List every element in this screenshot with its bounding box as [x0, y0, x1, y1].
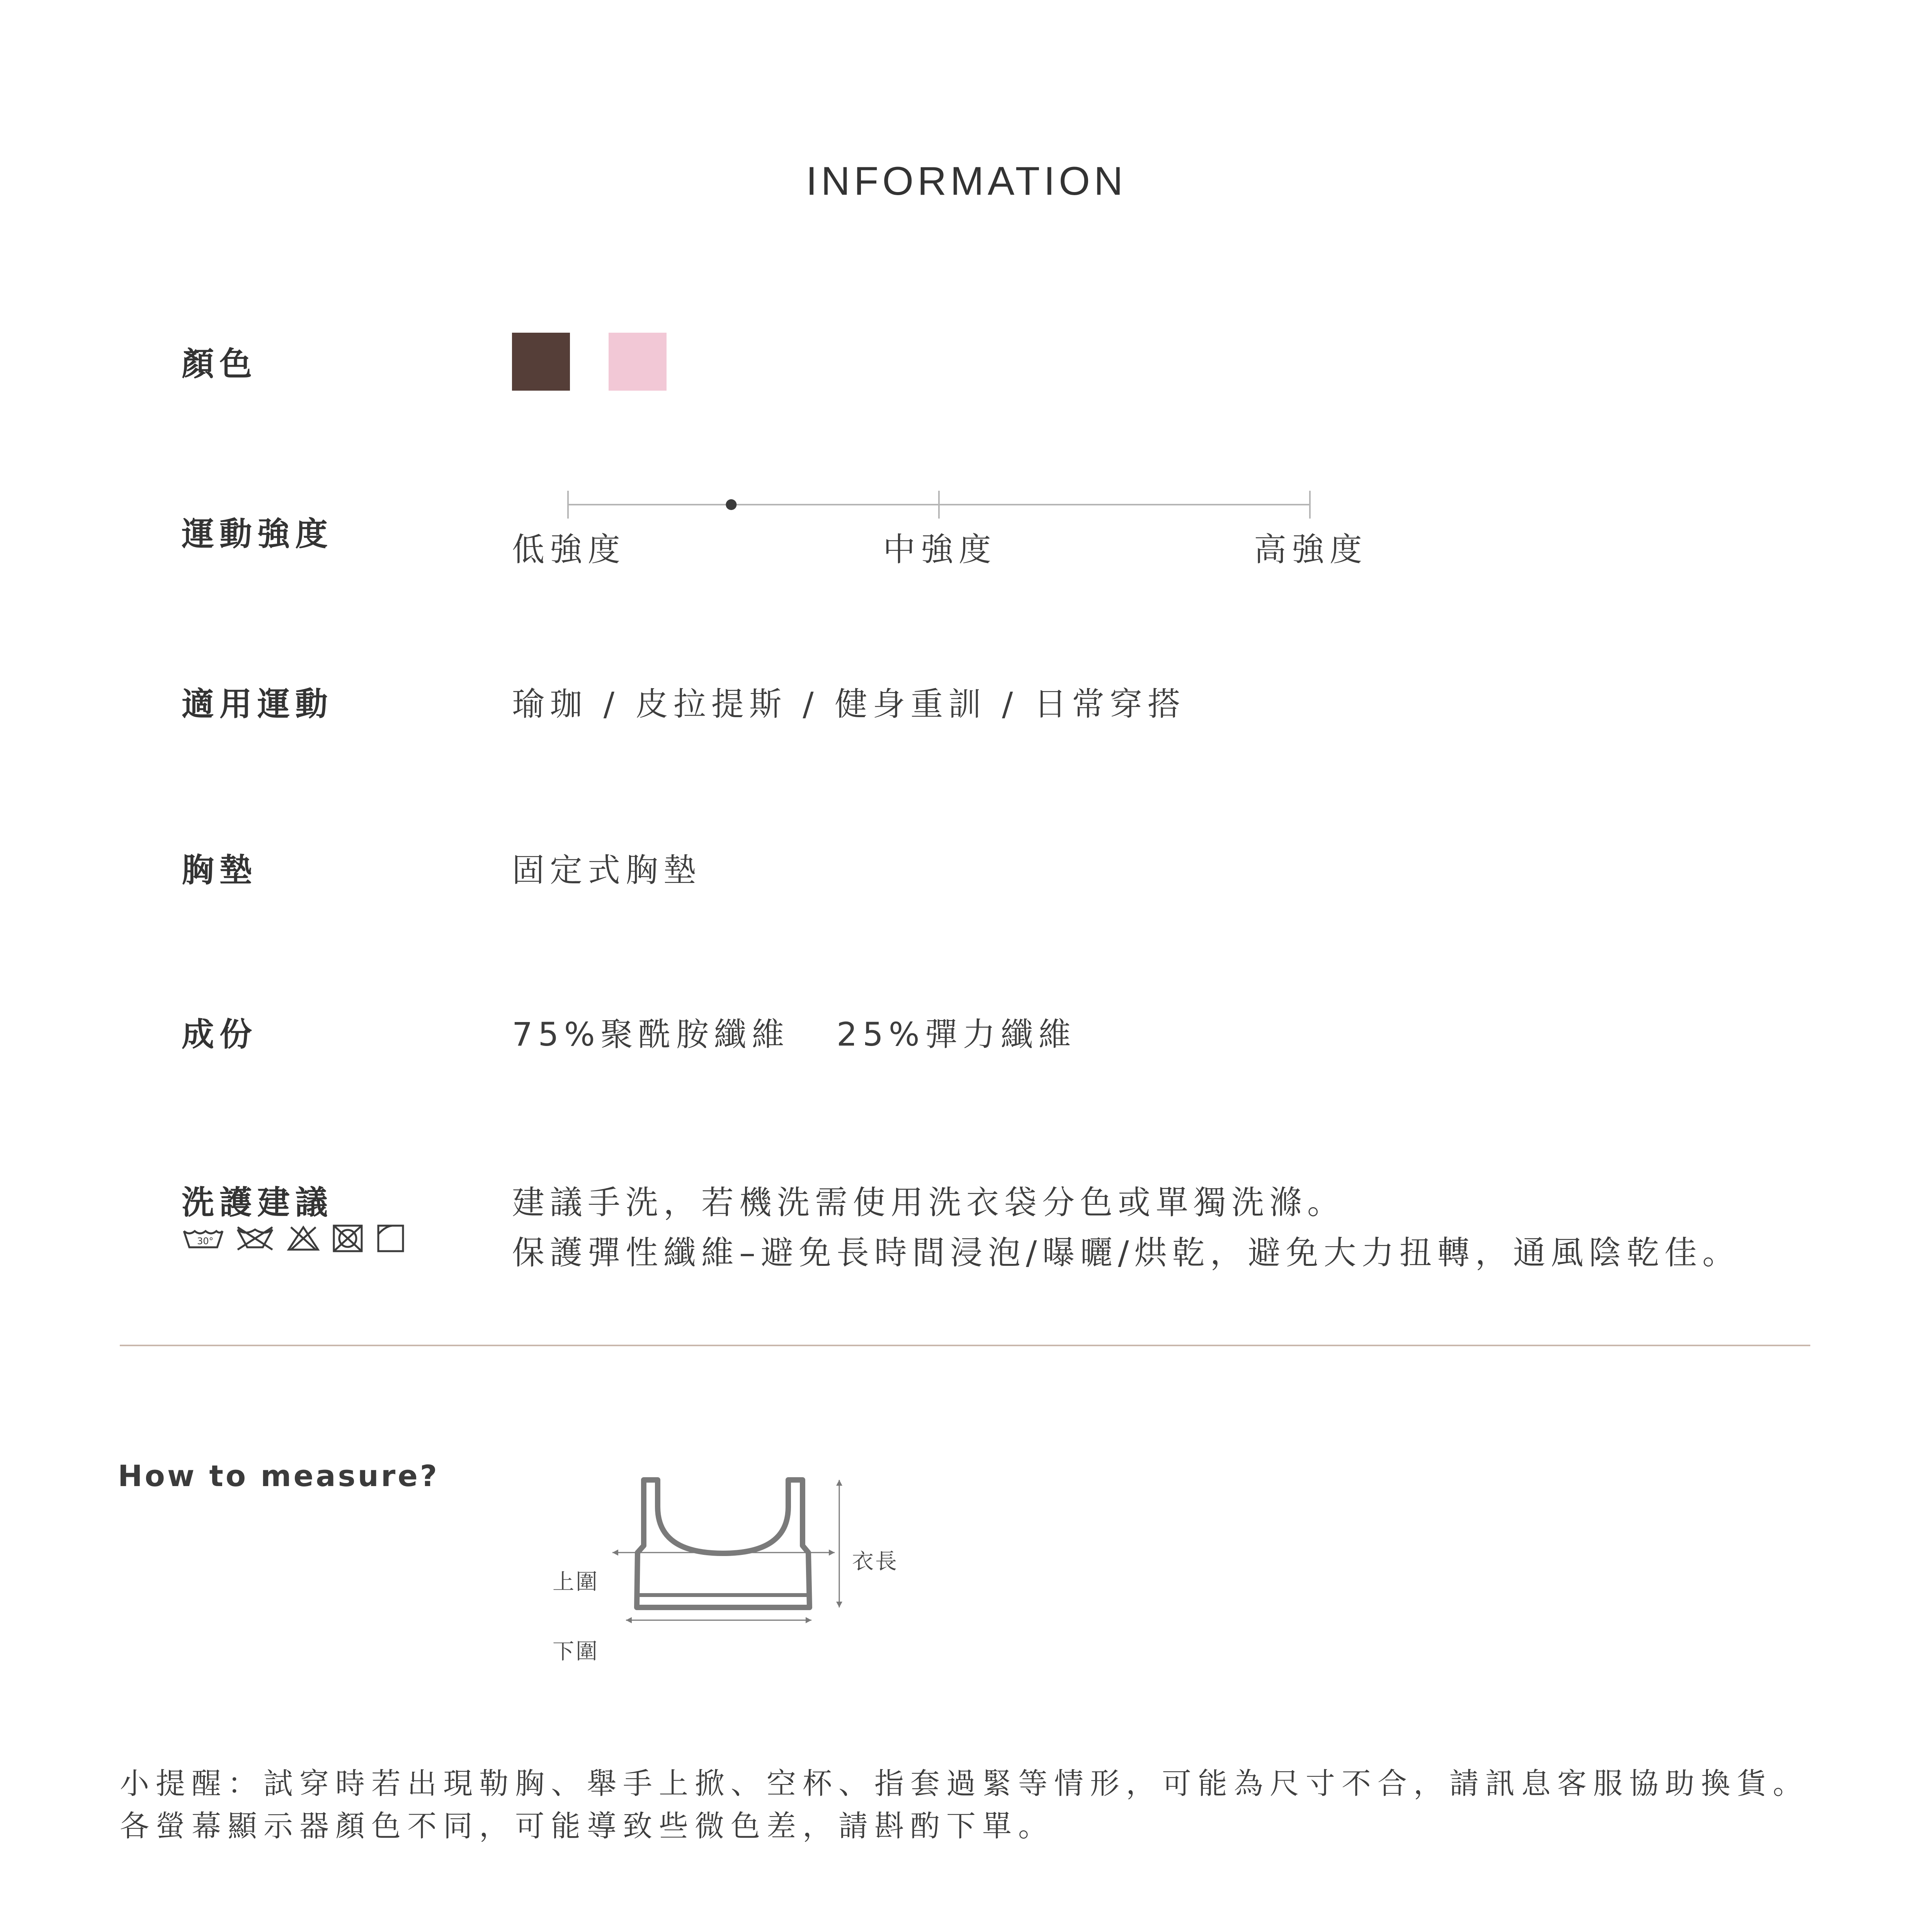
sports-value: 瑜珈 / 皮拉提斯 / 健身重訓 / 日常穿搭	[512, 685, 1186, 723]
no-dry-clean-icon	[334, 1226, 362, 1251]
color-label: 顏色	[182, 345, 258, 383]
color-swatch-brown[interactable]	[512, 333, 570, 391]
material-value-2: 25%彈力纖維	[837, 1015, 1077, 1053]
wash-temp-text: 30°	[197, 1236, 214, 1247]
section-divider	[120, 1345, 1810, 1346]
material-value-1: 75%聚酰胺纖維	[512, 1015, 790, 1053]
care-label: 洗護建議	[182, 1184, 333, 1221]
note-line-1: 小提醒：試穿時若出現勒胸、舉手上掀、空杯、指套過緊等情形，可能為尺寸不合，請訊息客服協助換貨。	[120, 1766, 1809, 1801]
intensity-mid-label: 中強度	[883, 531, 997, 568]
intensity-scale	[541, 483, 1329, 526]
sports-label: 適用運動	[182, 685, 333, 723]
bra-outline	[637, 1480, 810, 1607]
care-line-2: 保護彈性纖維–避免長時間浸泡/曝曬/烘乾，避免大力扭轉，通風陰乾佳。	[512, 1234, 1740, 1272]
intensity-label: 運動強度	[182, 515, 333, 553]
pad-value: 固定式胸墊	[512, 851, 702, 889]
hand-wash-30-icon	[184, 1231, 223, 1247]
lower-label: 下圍	[553, 1639, 599, 1664]
intensity-high-label: 高強度	[1254, 531, 1368, 568]
pad-label: 胸墊	[182, 851, 258, 889]
care-icons	[182, 1224, 421, 1255]
how-to-measure-title: How to measure?	[118, 1459, 439, 1493]
page-title: INFORMATION	[806, 159, 1127, 204]
care-line-1: 建議手洗，若機洗需使用洗衣袋分色或單獨洗滌。	[512, 1184, 1345, 1221]
intensity-indicator-dot	[726, 499, 736, 510]
intensity-low-label: 低強度	[512, 531, 626, 568]
no-tumble-dry-icon	[289, 1227, 318, 1250]
material-label: 成份	[182, 1015, 258, 1053]
upper-label: 上圍	[553, 1570, 599, 1595]
color-swatch-pink[interactable]	[609, 333, 667, 391]
no-bleach-icon	[238, 1227, 272, 1250]
note-line-2: 各螢幕顯示器顏色不同，可能導致些微色差，請斟酌下單。	[120, 1809, 1054, 1843]
length-label: 衣長	[852, 1549, 898, 1574]
dry-flat-icon	[378, 1226, 403, 1251]
